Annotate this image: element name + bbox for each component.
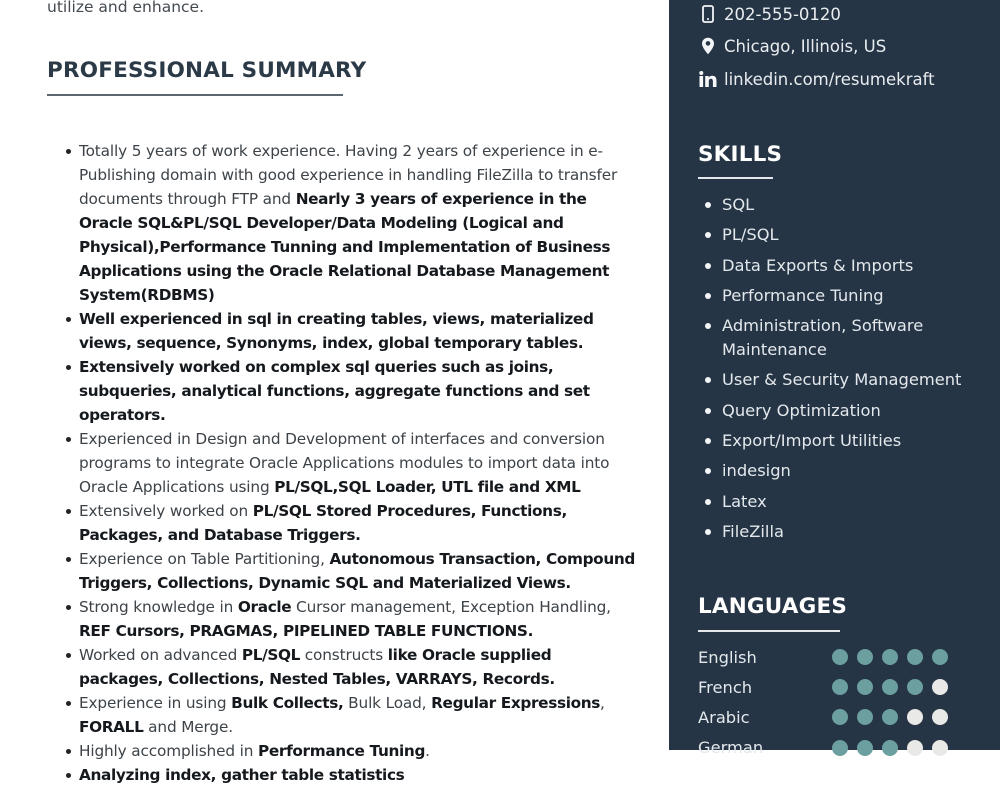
proficiency-dot-filled-icon [832, 740, 848, 756]
language-row [698, 705, 988, 729]
language-name: Arabic [698, 707, 750, 727]
bullet-bold-text: Well experienced in sql in creating tables, views, materialized views, sequence, Synonyms, index, global temporary tables. [79, 310, 594, 352]
skills-list [722, 193, 982, 550]
skills-underline [698, 177, 773, 179]
location-pin-icon [698, 36, 718, 56]
phone-text: 202-555-0120 [724, 4, 841, 24]
summary-bullet [79, 355, 639, 427]
proficiency-dot-filled-icon [932, 649, 948, 665]
proficiency-dot-filled-icon [882, 740, 898, 756]
bullet-text: . [425, 742, 430, 760]
languages-underline [698, 630, 840, 632]
bullet-text: Cursor management, Exception Handling, [291, 598, 611, 616]
proficiency-dot-filled-icon [832, 649, 848, 665]
skill-item: Data Exports & Imports [722, 254, 982, 278]
professional-summary-heading: PROFESSIONAL SUMMARY [47, 58, 367, 83]
bullet-text: Experience on Table Partitioning, [79, 550, 330, 568]
language-proficiency-dots [832, 649, 957, 665]
languages-heading: LANGUAGES [698, 594, 848, 619]
contact-linkedin[interactable] [698, 66, 998, 92]
bullet-text: Highly accomplished in [79, 742, 258, 760]
bullet-bold-text: Autonomous Transaction, Compound Triggers, Collections, Dynamic SQL and Materialized Views. [79, 550, 636, 592]
summary-bullet [79, 307, 639, 355]
bullet-text: , [600, 694, 605, 712]
bullet-text: Extensively worked on [79, 502, 253, 520]
summary-bullet [79, 691, 639, 739]
bullet-text: Strong knowledge in [79, 598, 238, 616]
bullet-bold-text: like Oracle supplied packages, Collections, Nested Tables, VARRAYS, Records. [79, 646, 555, 688]
summary-bullet [79, 139, 639, 307]
language-row [698, 675, 988, 699]
summary-bullet [79, 427, 639, 499]
proficiency-dot-filled-icon [832, 709, 848, 725]
bullet-bold-text: PL/SQL Stored Procedures, Functions, Packages, and Database Triggers. [79, 502, 567, 544]
bullet-text: Worked on advanced [79, 646, 242, 664]
language-proficiency-dots [832, 709, 957, 725]
summary-bullet [79, 739, 639, 763]
bullet-bold-text: Extensively worked on complex sql queries such as joins, subqueries, analytical functions, aggregate functions and set operators. [79, 358, 590, 424]
bullet-bold-text: Performance Tuning [258, 742, 426, 760]
bullet-bold-text: Bulk Collects, [231, 694, 344, 712]
language-proficiency-dots [832, 679, 957, 695]
proficiency-dot-empty-icon [932, 679, 948, 695]
summary-bullet [79, 595, 639, 643]
skills-heading: SKILLS [698, 142, 783, 167]
heading-underline [47, 94, 343, 96]
proficiency-dot-empty-icon [932, 740, 948, 756]
summary-bullet-list [79, 139, 639, 787]
intro-text-tail: utilize and enhance. [47, 0, 204, 16]
bullet-text: Bulk Load, [343, 694, 432, 712]
proficiency-dot-filled-icon [857, 709, 873, 725]
proficiency-dot-filled-icon [832, 679, 848, 695]
skill-item: FileZilla [722, 520, 982, 544]
skill-item: User & Security Management [722, 368, 982, 392]
language-row [698, 736, 988, 760]
bullet-bold-text: Oracle [237, 598, 292, 616]
proficiency-dot-filled-icon [882, 649, 898, 665]
proficiency-dot-filled-icon [857, 740, 873, 756]
bullet-text: constructs [300, 646, 388, 664]
summary-bullet [79, 643, 639, 691]
summary-bullet [79, 547, 639, 595]
bullet-bold-text: Nearly 3 years of experience in the Oracle SQL&PL/SQL Developer/Data Modeling (Logical and Physical),Performance Tunning and Implementation of Business Applications using the Oracle Relational Database Management System(RDBMS) [79, 190, 611, 304]
language-name: German [698, 738, 764, 758]
summary-bullet [79, 763, 639, 787]
location-text: Chicago, Illinois, US [724, 36, 887, 56]
contact-location [698, 33, 998, 59]
skill-item: Latex [722, 490, 982, 514]
skill-item: PL/SQL [722, 223, 982, 247]
proficiency-dot-filled-icon [857, 649, 873, 665]
skill-item: Export/Import Utilities [722, 429, 982, 453]
proficiency-dot-empty-icon [907, 740, 923, 756]
bullet-bold-text: Analyzing index, gather table statistics [79, 766, 405, 784]
language-name: English [698, 647, 757, 667]
proficiency-dot-empty-icon [932, 709, 948, 725]
phone-icon [698, 4, 718, 24]
bullet-bold-text: PL/SQL [241, 646, 301, 664]
summary-bullet [79, 499, 639, 547]
skill-item: Administration, Software Maintenance [722, 314, 982, 362]
language-row [698, 645, 988, 669]
skill-item: indesign [722, 459, 982, 483]
bullet-bold-text: Regular Expressions [431, 694, 601, 712]
bullet-bold-text: PL/SQL,SQL Loader, UTL file and XML [274, 478, 581, 496]
skill-item: Performance Tuning [722, 284, 982, 308]
contact-phone [698, 1, 998, 27]
bullet-text: Experience in using [79, 694, 232, 712]
bullet-bold-text: FORALL [79, 718, 144, 736]
proficiency-dot-filled-icon [907, 679, 923, 695]
linkedin-link[interactable]: linkedin.com/resumekraft [724, 69, 935, 89]
skill-item: Query Optimization [722, 399, 982, 423]
bullet-text: and Merge. [143, 718, 233, 736]
linkedin-icon [698, 69, 718, 89]
proficiency-dot-filled-icon [907, 649, 923, 665]
bullet-text: Totally 5 years of work experience. Having 2 years of experience in e-Publishing domain with good experience in handling FileZilla to transfer documents through FTP and [79, 142, 618, 208]
language-proficiency-dots [832, 740, 957, 756]
proficiency-dot-filled-icon [882, 679, 898, 695]
bullet-text: Experienced in Design and Development of interfaces and conversion programs to integrate Oracle Applications modules to import data into Oracle Applications using [79, 430, 610, 496]
proficiency-dot-filled-icon [857, 679, 873, 695]
proficiency-dot-filled-icon [882, 709, 898, 725]
skill-item: SQL [722, 193, 982, 217]
bullet-bold-text: REF Cursors, PRAGMAS, PIPELINED TABLE FUNCTIONS. [79, 622, 534, 640]
proficiency-dot-empty-icon [907, 709, 923, 725]
language-name: French [698, 677, 753, 697]
